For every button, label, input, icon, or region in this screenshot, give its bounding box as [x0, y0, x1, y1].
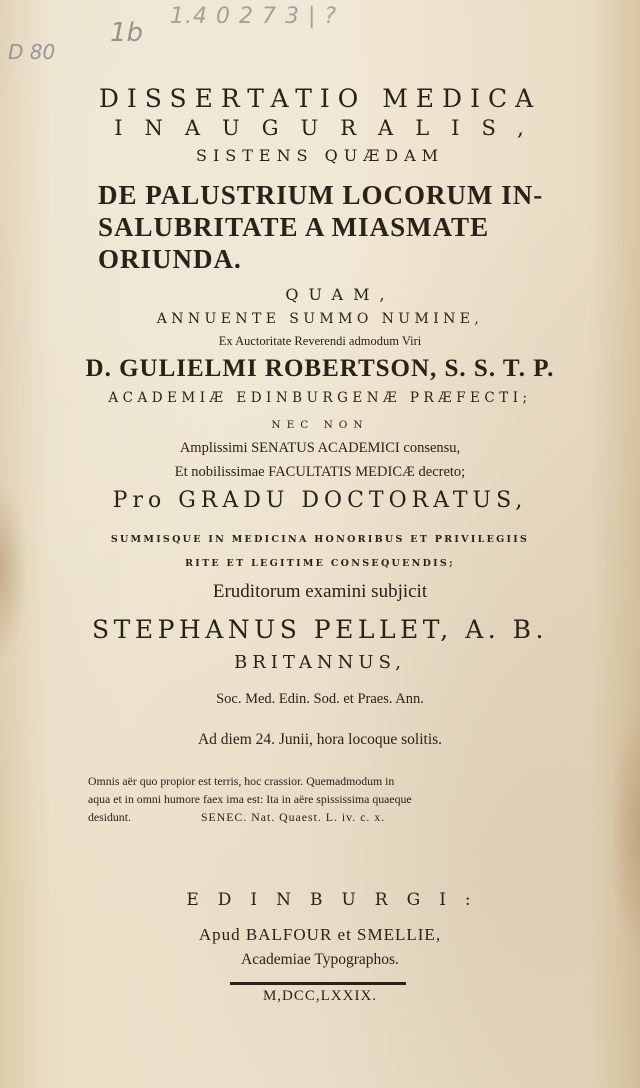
imprint-role: Academiae Typographos. [241, 951, 399, 968]
annuente-line: ANNUENTE SUMMO NUMINE, [156, 311, 484, 327]
epigraph-line-1: Omnis aër quo propior est terris, hoc crassior. Quemadmodum in [88, 774, 395, 788]
handwritten-shelfmark: 1.4 0 2 7 3 | ? [170, 4, 338, 29]
title-line-3: SISTENS QUÆDAM [195, 146, 445, 165]
honoribus-line: SUMMISQUE IN MEDICINA HONORIBUS ET PRIVILEGIIS [110, 534, 530, 545]
gradu-line: Pro GRADU DOCTORATUS, [112, 488, 528, 513]
senatus-line: Amplissimi SENATUS ACADEMICI consensu, [179, 440, 461, 456]
auctoritate-line: Ex Auctoritate Reverendi admodum Viri [218, 334, 422, 348]
handwritten-note: D 80 [8, 40, 56, 64]
title-line-2: INAUGURALIS, [114, 116, 546, 140]
epigraph-end: desidunt. [88, 810, 131, 824]
principal-name: D. GULIELMI ROBERTSON, S. S. T. P. [85, 355, 555, 382]
academiae-line: ACADEMIÆ EDINBURGENÆ PRÆFECTI; [108, 390, 532, 406]
imprint-rule [230, 982, 406, 985]
imprint-year: M,DCC,LXXIX. [262, 988, 378, 1004]
handwritten-mark: 1b [110, 18, 144, 48]
defense-date-line: Ad diem 24. Junii, hora locoque solitis. [197, 731, 443, 748]
nec-non-line: NEC NON [271, 419, 369, 431]
imprint-city: EDINBURGI: [186, 890, 490, 910]
subject-line-2: SALUBRITATE A MIASMATE [98, 212, 490, 242]
subject-line-3: ORIUNDA. [98, 244, 242, 274]
epigraph-line-2: aqua et in omni humore faex ima est: Ita in aëre spississima quaeque [88, 792, 412, 806]
subject-line-1: DE PALUSTRIUM LOCORUM IN- [98, 180, 544, 210]
title-line-1: DISSERTATIO MEDICA [98, 84, 542, 113]
author-name: STEPHANUS PELLET, A. B. [92, 615, 548, 644]
author-nationality: BRITANNUS, [234, 652, 406, 673]
epigraph [88, 772, 558, 826]
consequendis-line: RITE ET LEGITIME CONSEQUENDIS; [185, 558, 455, 569]
quam-line: QUAM, [285, 285, 395, 304]
epigraph-line-3 [88, 808, 558, 826]
imprint-printers: Apud BALFOUR et SMELLIE, [198, 925, 442, 944]
facultatis-line: Et nobilissimae FACULTATIS MEDICÆ decreto; [174, 464, 466, 480]
epigraph-source: SENEC. Nat. Quaest. L. iv. c. x. [200, 810, 386, 824]
examini-line: Eruditorum examini subjicit [212, 581, 428, 602]
society-line: Soc. Med. Edin. Sod. et Praes. Ann. [216, 691, 424, 707]
